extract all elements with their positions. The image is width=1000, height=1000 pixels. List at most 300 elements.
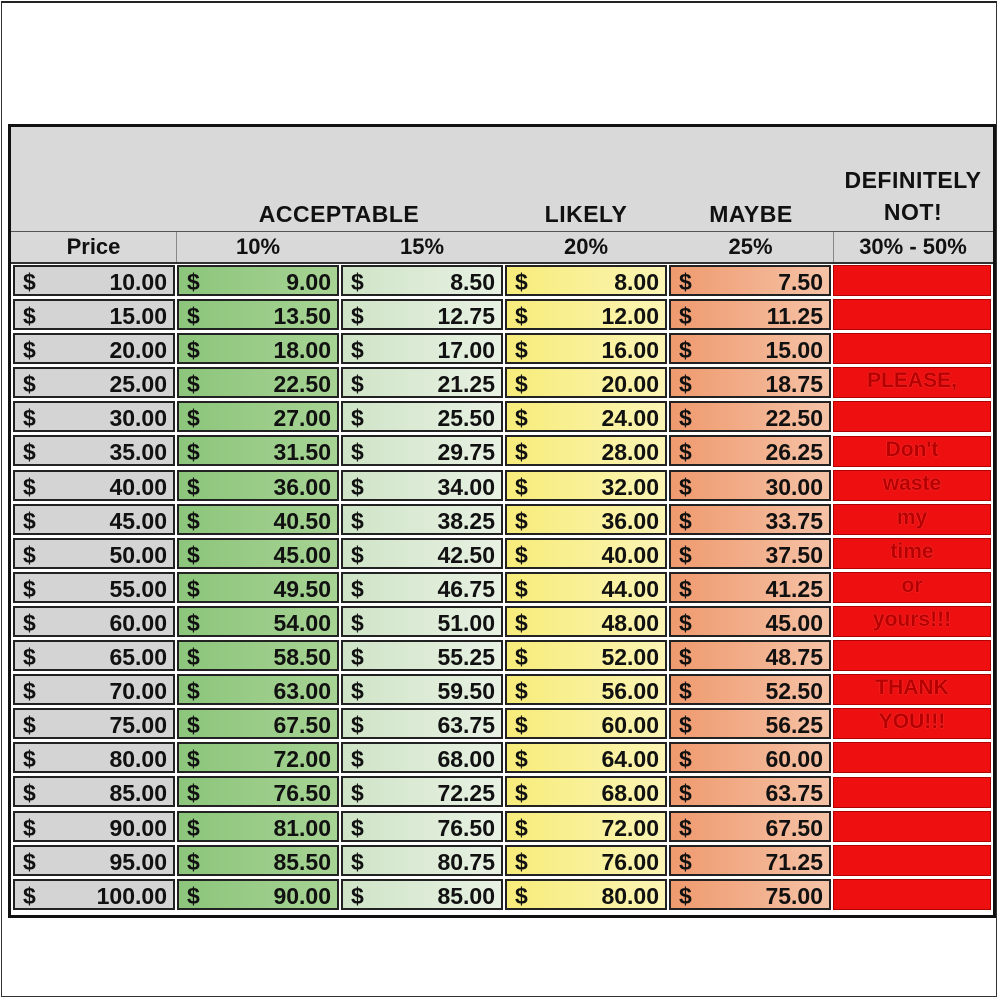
acceptable-15-cell: [341, 572, 503, 603]
amount-value: 76.00: [601, 848, 659, 875]
likely-20-cell: [505, 742, 667, 773]
maybe-25-cell: [669, 742, 831, 773]
currency-symbol: $: [515, 644, 528, 671]
acceptable-15-cell: [341, 708, 503, 739]
amount-value: 10.00: [109, 269, 167, 295]
price-cell: [13, 299, 175, 330]
amount-value: 42.50: [437, 541, 495, 568]
header-divider: [833, 232, 834, 262]
maybe-25-cell: [669, 606, 831, 637]
maybe-25-cell: [669, 811, 831, 842]
currency-symbol: $: [679, 814, 692, 841]
currency-symbol: $: [187, 473, 200, 500]
amount-value: 76.50: [437, 814, 495, 841]
definitely-not-cell: [833, 333, 991, 364]
acceptable-15-cell: [341, 265, 503, 296]
currency-symbol: $: [23, 678, 36, 705]
currency-symbol: $: [187, 575, 200, 602]
price-cell: [13, 435, 175, 466]
currency-symbol: $: [351, 473, 364, 500]
currency-symbol: $: [351, 269, 364, 295]
price-cell: [13, 333, 175, 364]
currency-symbol: $: [351, 337, 364, 364]
currency-symbol: $: [351, 303, 364, 330]
amount-value: 17.00: [437, 337, 495, 364]
acceptable-15-cell: [341, 606, 503, 637]
likely-20-cell: [505, 811, 667, 842]
price-cell: [13, 538, 175, 569]
amount-value: 56.25: [765, 712, 823, 739]
acceptable-10-cell: [177, 674, 339, 705]
currency-symbol: $: [515, 405, 528, 432]
likely-20-cell: [505, 401, 667, 432]
amount-value: 52.00: [601, 644, 659, 671]
acceptable-10-cell: [177, 606, 339, 637]
maybe-25-cell: [669, 572, 831, 603]
currency-symbol: $: [515, 814, 528, 841]
amount-value: 68.00: [437, 746, 495, 773]
currency-symbol: $: [23, 507, 36, 534]
currency-symbol: $: [23, 269, 36, 295]
acceptable-10-cell: [177, 299, 339, 330]
currency-symbol: $: [23, 609, 36, 636]
amount-value: 81.00: [273, 814, 331, 841]
amount-value: 75.00: [765, 882, 823, 909]
amount-value: 20.00: [601, 371, 659, 398]
definitely-not-cell: [833, 640, 991, 671]
likely-20-cell: [505, 776, 667, 807]
amount-value: 90.00: [273, 882, 331, 909]
currency-symbol: $: [187, 371, 200, 398]
amount-value: 30.00: [765, 473, 823, 500]
amount-value: 72.00: [273, 746, 331, 773]
header-maybe: MAYBE: [709, 201, 793, 227]
amount-value: 40.00: [109, 473, 167, 500]
definitely-not-cell: [833, 811, 991, 842]
amount-value: 40.00: [601, 541, 659, 568]
amount-value: 22.50: [273, 371, 331, 398]
likely-20-cell: [505, 640, 667, 671]
amount-value: 51.00: [437, 609, 495, 636]
header-15-percent: 15%: [399, 234, 445, 259]
currency-symbol: $: [515, 541, 528, 568]
maybe-25-cell: [669, 435, 831, 466]
currency-symbol: $: [679, 644, 692, 671]
definitely-not-cell: [833, 742, 991, 773]
amount-value: 27.00: [273, 405, 331, 432]
currency-symbol: $: [351, 882, 364, 909]
currency-symbol: $: [23, 746, 36, 773]
currency-symbol: $: [23, 473, 36, 500]
currency-symbol: $: [23, 337, 36, 364]
amount-value: 9.00: [286, 269, 331, 295]
amount-value: 100.00: [96, 882, 167, 909]
acceptable-15-cell: [341, 333, 503, 364]
currency-symbol: $: [515, 473, 528, 500]
currency-symbol: $: [679, 405, 692, 432]
currency-symbol: $: [679, 303, 692, 330]
red-message-text: THANK: [875, 676, 949, 700]
acceptable-15-cell: [341, 538, 503, 569]
amount-value: 85.00: [109, 780, 167, 807]
header-divider: [176, 232, 177, 262]
price-cell: [13, 367, 175, 398]
currency-symbol: $: [679, 473, 692, 500]
amount-value: 48.75: [765, 644, 823, 671]
amount-value: 60.00: [601, 712, 659, 739]
currency-symbol: $: [679, 439, 692, 466]
amount-value: 7.50: [778, 269, 823, 295]
amount-value: 38.25: [437, 507, 495, 534]
currency-symbol: $: [187, 303, 200, 330]
header-definitely-line2: NOT!: [883, 199, 943, 225]
currency-symbol: $: [23, 712, 36, 739]
maybe-25-cell: [669, 470, 831, 501]
currency-symbol: $: [515, 439, 528, 466]
currency-symbol: $: [515, 507, 528, 534]
price-cell: [13, 845, 175, 876]
currency-symbol: $: [187, 644, 200, 671]
currency-symbol: $: [187, 712, 200, 739]
amount-value: 24.00: [601, 405, 659, 432]
currency-symbol: $: [187, 814, 200, 841]
currency-symbol: $: [351, 814, 364, 841]
maybe-25-cell: [669, 265, 831, 296]
acceptable-10-cell: [177, 811, 339, 842]
amount-value: 72.00: [601, 814, 659, 841]
currency-symbol: $: [679, 575, 692, 602]
amount-value: 75.00: [109, 712, 167, 739]
currency-symbol: $: [515, 848, 528, 875]
currency-symbol: $: [679, 269, 692, 295]
definitely-not-cell: [833, 879, 991, 910]
price-cell: [13, 879, 175, 910]
acceptable-10-cell: [177, 401, 339, 432]
amount-value: 29.75: [437, 439, 495, 466]
price-cell: [13, 572, 175, 603]
currency-symbol: $: [351, 371, 364, 398]
amount-value: 63.00: [273, 678, 331, 705]
amount-value: 59.50: [437, 678, 495, 705]
likely-20-cell: [505, 470, 667, 501]
header-20-percent: 20%: [563, 234, 609, 259]
currency-symbol: $: [351, 405, 364, 432]
acceptable-15-cell: [341, 401, 503, 432]
amount-value: 63.75: [765, 780, 823, 807]
likely-20-cell: [505, 879, 667, 910]
amount-value: 60.00: [765, 746, 823, 773]
amount-value: 37.50: [765, 541, 823, 568]
maybe-25-cell: [669, 640, 831, 671]
likely-20-cell: [505, 538, 667, 569]
red-message-text: or: [901, 573, 923, 597]
acceptable-10-cell: [177, 538, 339, 569]
currency-symbol: $: [23, 371, 36, 398]
maybe-25-cell: [669, 708, 831, 739]
amount-value: 21.25: [437, 371, 495, 398]
acceptable-15-cell: [341, 640, 503, 671]
currency-symbol: $: [23, 575, 36, 602]
amount-value: 45.00: [273, 541, 331, 568]
price-cell: [13, 606, 175, 637]
amount-value: 56.00: [601, 678, 659, 705]
amount-value: 85.00: [437, 882, 495, 909]
acceptable-10-cell: [177, 640, 339, 671]
price-cell: [13, 470, 175, 501]
amount-value: 18.75: [765, 371, 823, 398]
amount-value: 36.00: [273, 473, 331, 500]
currency-symbol: $: [23, 848, 36, 875]
header-price: Price: [66, 234, 121, 259]
definitely-not-cell: [833, 299, 991, 330]
definitely-not-cell: [833, 265, 991, 296]
maybe-25-cell: [669, 299, 831, 330]
amount-value: 15.00: [109, 303, 167, 330]
amount-value: 45.00: [109, 507, 167, 534]
acceptable-15-cell: [341, 435, 503, 466]
currency-symbol: $: [515, 609, 528, 636]
acceptable-10-cell: [177, 367, 339, 398]
price-cell: [13, 640, 175, 671]
amount-value: 64.00: [601, 746, 659, 773]
currency-symbol: $: [515, 337, 528, 364]
definitely-not-column: [833, 264, 993, 916]
amount-value: 85.50: [273, 848, 331, 875]
currency-symbol: $: [679, 337, 692, 364]
amount-value: 90.00: [109, 814, 167, 841]
likely-20-cell: [505, 333, 667, 364]
currency-symbol: $: [23, 644, 36, 671]
header-acceptable: ACCEPTABLE: [258, 201, 420, 227]
currency-symbol: $: [679, 541, 692, 568]
currency-symbol: $: [515, 303, 528, 330]
acceptable-15-cell: [341, 470, 503, 501]
currency-symbol: $: [351, 439, 364, 466]
acceptable-10-cell: [177, 265, 339, 296]
header-likely: LIKELY: [544, 201, 628, 227]
amount-value: 68.00: [601, 780, 659, 807]
amount-value: 12.00: [601, 303, 659, 330]
price-discount-table: [8, 124, 996, 918]
amount-value: 52.50: [765, 678, 823, 705]
currency-symbol: $: [187, 439, 200, 466]
acceptable-15-cell: [341, 879, 503, 910]
price-cell: [13, 674, 175, 705]
price-cell: [13, 265, 175, 296]
acceptable-10-cell: [177, 333, 339, 364]
maybe-25-cell: [669, 845, 831, 876]
amount-value: 40.50: [273, 507, 331, 534]
amount-value: 55.00: [109, 575, 167, 602]
maybe-25-cell: [669, 879, 831, 910]
amount-value: 80.00: [109, 746, 167, 773]
likely-20-cell: [505, 435, 667, 466]
price-cell: [13, 742, 175, 773]
acceptable-15-cell: [341, 299, 503, 330]
amount-value: 8.50: [450, 269, 495, 295]
acceptable-10-cell: [177, 470, 339, 501]
currency-symbol: $: [679, 507, 692, 534]
acceptable-10-cell: [177, 879, 339, 910]
currency-symbol: $: [515, 575, 528, 602]
currency-symbol: $: [187, 780, 200, 807]
currency-symbol: $: [187, 678, 200, 705]
acceptable-15-cell: [341, 504, 503, 535]
amount-value: 18.00: [273, 337, 331, 364]
maybe-25-cell: [669, 674, 831, 705]
acceptable-10-cell: [177, 572, 339, 603]
header-10-percent: 10%: [235, 234, 281, 259]
currency-symbol: $: [679, 678, 692, 705]
category-header-row: [11, 127, 993, 233]
amount-value: 65.00: [109, 644, 167, 671]
currency-symbol: $: [351, 575, 364, 602]
currency-symbol: $: [679, 371, 692, 398]
currency-symbol: $: [187, 541, 200, 568]
amount-value: 55.25: [437, 644, 495, 671]
maybe-25-cell: [669, 538, 831, 569]
price-cell: [13, 776, 175, 807]
amount-value: 33.75: [765, 507, 823, 534]
amount-value: 46.75: [437, 575, 495, 602]
red-message-text: PLEASE,: [867, 369, 957, 393]
definitely-not-cell: [833, 777, 991, 808]
currency-symbol: $: [679, 609, 692, 636]
currency-symbol: $: [351, 746, 364, 773]
amount-value: 34.00: [437, 473, 495, 500]
amount-value: 67.50: [765, 814, 823, 841]
currency-symbol: $: [515, 780, 528, 807]
header-25-percent: 25%: [728, 234, 773, 259]
red-message-text: waste: [882, 471, 942, 495]
red-message-text: time: [890, 539, 934, 563]
amount-value: 49.50: [273, 575, 331, 602]
amount-value: 13.50: [273, 303, 331, 330]
amount-value: 12.75: [437, 303, 495, 330]
amount-value: 26.25: [765, 439, 823, 466]
currency-symbol: $: [679, 882, 692, 909]
likely-20-cell: [505, 845, 667, 876]
currency-symbol: $: [23, 780, 36, 807]
likely-20-cell: [505, 367, 667, 398]
red-message-text: Don't: [885, 437, 939, 461]
acceptable-10-cell: [177, 742, 339, 773]
currency-symbol: $: [23, 541, 36, 568]
amount-value: 72.25: [437, 780, 495, 807]
currency-symbol: $: [351, 609, 364, 636]
currency-symbol: $: [679, 780, 692, 807]
currency-symbol: $: [187, 507, 200, 534]
maybe-25-cell: [669, 401, 831, 432]
currency-symbol: $: [351, 848, 364, 875]
currency-symbol: $: [351, 712, 364, 739]
price-cell: [13, 401, 175, 432]
definitely-not-cell: [833, 845, 991, 876]
amount-value: 20.00: [109, 337, 167, 364]
amount-value: 16.00: [601, 337, 659, 364]
price-cell: [13, 504, 175, 535]
currency-symbol: $: [23, 405, 36, 432]
currency-symbol: $: [187, 848, 200, 875]
likely-20-cell: [505, 504, 667, 535]
acceptable-10-cell: [177, 435, 339, 466]
amount-value: 50.00: [109, 541, 167, 568]
currency-symbol: $: [515, 269, 528, 295]
price-cell: [13, 811, 175, 842]
red-message-text: YOU!!!: [878, 710, 946, 734]
currency-symbol: $: [351, 780, 364, 807]
likely-20-cell: [505, 265, 667, 296]
likely-20-cell: [505, 572, 667, 603]
amount-value: 11.25: [766, 303, 823, 330]
currency-symbol: $: [515, 882, 528, 909]
red-message-text: yours!!!: [872, 608, 952, 631]
amount-value: 80.00: [601, 882, 659, 909]
acceptable-15-cell: [341, 811, 503, 842]
maybe-25-cell: [669, 367, 831, 398]
likely-20-cell: [505, 708, 667, 739]
currency-symbol: $: [351, 644, 364, 671]
currency-symbol: $: [679, 746, 692, 773]
amount-value: 76.50: [273, 780, 331, 807]
currency-symbol: $: [23, 814, 36, 841]
currency-symbol: $: [515, 678, 528, 705]
currency-symbol: $: [23, 439, 36, 466]
amount-value: 31.50: [273, 439, 331, 466]
currency-symbol: $: [187, 746, 200, 773]
maybe-25-cell: [669, 333, 831, 364]
header-30-50-percent: 30% - 50%: [859, 234, 967, 259]
amount-value: 58.50: [273, 644, 331, 671]
currency-symbol: $: [187, 609, 200, 636]
currency-symbol: $: [187, 882, 200, 909]
acceptable-10-cell: [177, 776, 339, 807]
amount-value: 15.00: [765, 337, 823, 364]
acceptable-15-cell: [341, 776, 503, 807]
maybe-25-cell: [669, 776, 831, 807]
currency-symbol: $: [679, 848, 692, 875]
likely-20-cell: [505, 674, 667, 705]
amount-value: 60.00: [109, 609, 167, 636]
acceptable-15-cell: [341, 742, 503, 773]
amount-value: 45.00: [765, 609, 823, 636]
red-message-text: my: [896, 505, 928, 529]
amount-value: 32.00: [601, 473, 659, 500]
currency-symbol: $: [351, 678, 364, 705]
amount-value: 30.00: [109, 405, 167, 432]
amount-value: 70.00: [109, 678, 167, 705]
maybe-25-cell: [669, 504, 831, 535]
amount-value: 28.00: [601, 439, 659, 466]
amount-value: 80.75: [437, 848, 495, 875]
acceptable-15-cell: [341, 845, 503, 876]
likely-20-cell: [505, 606, 667, 637]
amount-value: 63.75: [437, 712, 495, 739]
currency-symbol: $: [23, 882, 36, 909]
currency-symbol: $: [187, 337, 200, 364]
amount-value: 48.00: [601, 609, 659, 636]
currency-symbol: $: [351, 541, 364, 568]
amount-value: 8.00: [614, 269, 659, 295]
currency-symbol: $: [515, 371, 528, 398]
currency-symbol: $: [187, 405, 200, 432]
amount-value: 25.00: [109, 371, 167, 398]
currency-symbol: $: [679, 712, 692, 739]
acceptable-10-cell: [177, 845, 339, 876]
likely-20-cell: [505, 299, 667, 330]
acceptable-15-cell: [341, 674, 503, 705]
currency-symbol: $: [515, 712, 528, 739]
